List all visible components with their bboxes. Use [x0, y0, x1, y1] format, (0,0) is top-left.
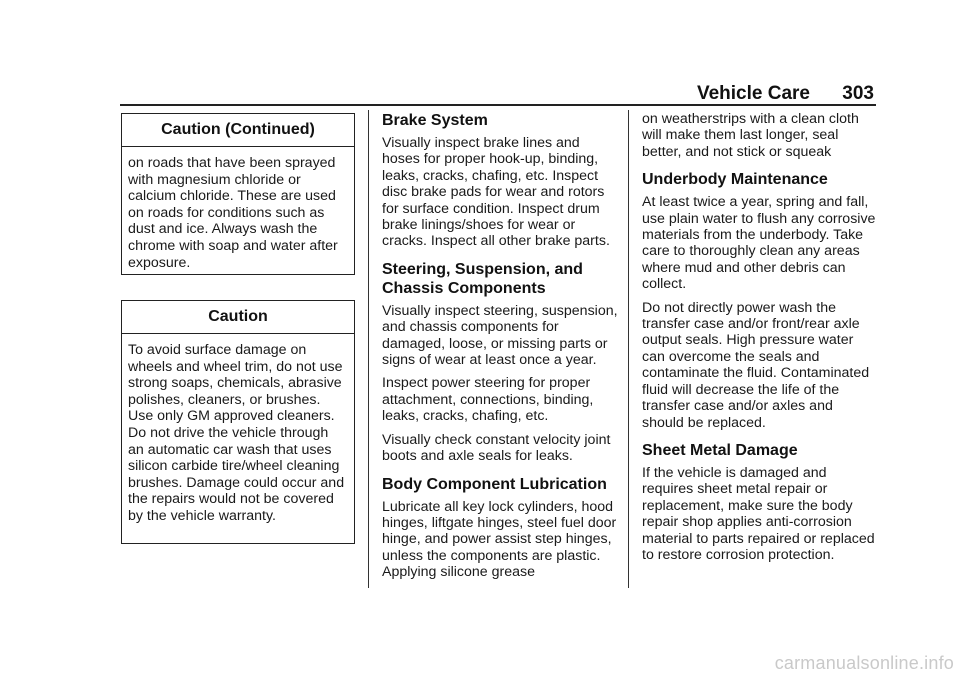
- brake-system-heading: Brake System: [382, 112, 488, 129]
- caution-continued-text: on roads that have been sprayed with magnesium chloride or calcium chloride. These are used on roads for conditions such as dust and ice. Always wash the chrome with soap and water after exposure.: [128, 155, 338, 271]
- caution-text: To avoid surface damage on wheels and wheel trim, do not use strong soaps, chemicals, abrasive polishes, cleaners, or brushes. Use only GM approved cleaners. Do not drive the vehicle through an automatic car wash that uses silicon carbide tire/wheel cleaning brushes. Damage could occur and the repairs would not be covered by the vehicle warranty.: [128, 342, 345, 524]
- column-middle: [382, 111, 620, 588]
- underbody-text-1: At least twice a year, spring and fall, use plain water to flush any corrosive materials from the underbody. Take care to thoroughly clean any areas where mud and other debris can collect.: [642, 194, 876, 293]
- steering-heading: Steering, Suspension, and Chassis Components: [382, 260, 583, 297]
- column-divider-right: [628, 110, 629, 588]
- column-divider-left: [368, 110, 369, 588]
- caution-continued-box: [121, 113, 355, 275]
- caution-box: [121, 300, 355, 544]
- caution-title: Caution: [122, 301, 354, 334]
- page-header: [120, 82, 876, 106]
- sheet-metal-text: If the vehicle is damaged and requires sheet metal repair or replacement, make sure the body repair shop applies anti-corrosion material to parts repaired or replaced to restore corrosion protection.: [642, 464, 875, 563]
- page-number: 303: [842, 83, 874, 104]
- caution-continued-title: Caution (Continued): [122, 114, 354, 147]
- steering-text-1: Visually inspect steering, suspension, and chassis components for damaged, loose, or missing parts or signs of wear at least once a year.: [382, 302, 618, 369]
- body-lube-text: Lubricate all key lock cylinders, hood hinges, liftgate hinges, steel fuel door hinge, and power assist step hinges, unless the components are plastic. Applying silicone grease: [382, 498, 617, 581]
- steering-text-3: Visually check constant velocity joint boots and axle seals for leaks.: [382, 431, 611, 465]
- sheet-metal-heading: Sheet Metal Damage: [642, 441, 798, 459]
- brake-system-text: Visually inspect brake lines and hoses for proper hook-up, binding, leaks, cracks, chafing, etc. Inspect disc brake pads for wear and rotors for surface condition. Inspect drum brake linings/shoes for wear or cracks. Inspect all other brake parts.: [382, 135, 610, 250]
- underbody-heading: Underbody Maintenance: [642, 171, 828, 189]
- column-right: [642, 111, 876, 570]
- body-lube-heading: Body Component Lubrication: [382, 475, 607, 493]
- underbody-text-2: Do not directly power wash the transfer case and/or front/rear axle output seals. High pressure water can overcome the seals and contaminate the fluid. Contaminated fluid will decrease the life of the transfer case and/or axles and should be replaced.: [642, 299, 870, 431]
- section-title: Vehicle Care: [696, 83, 810, 104]
- steering-text-2: Inspect power steering for proper attachment, connections, binding, leaks, cracks, chafing, etc.: [382, 375, 594, 425]
- weatherstrip-text: on weatherstrips with a clean cloth will make them last longer, seal better, and not stick or squeak: [642, 111, 859, 160]
- watermark: carmanualsonline.info: [774, 653, 954, 673]
